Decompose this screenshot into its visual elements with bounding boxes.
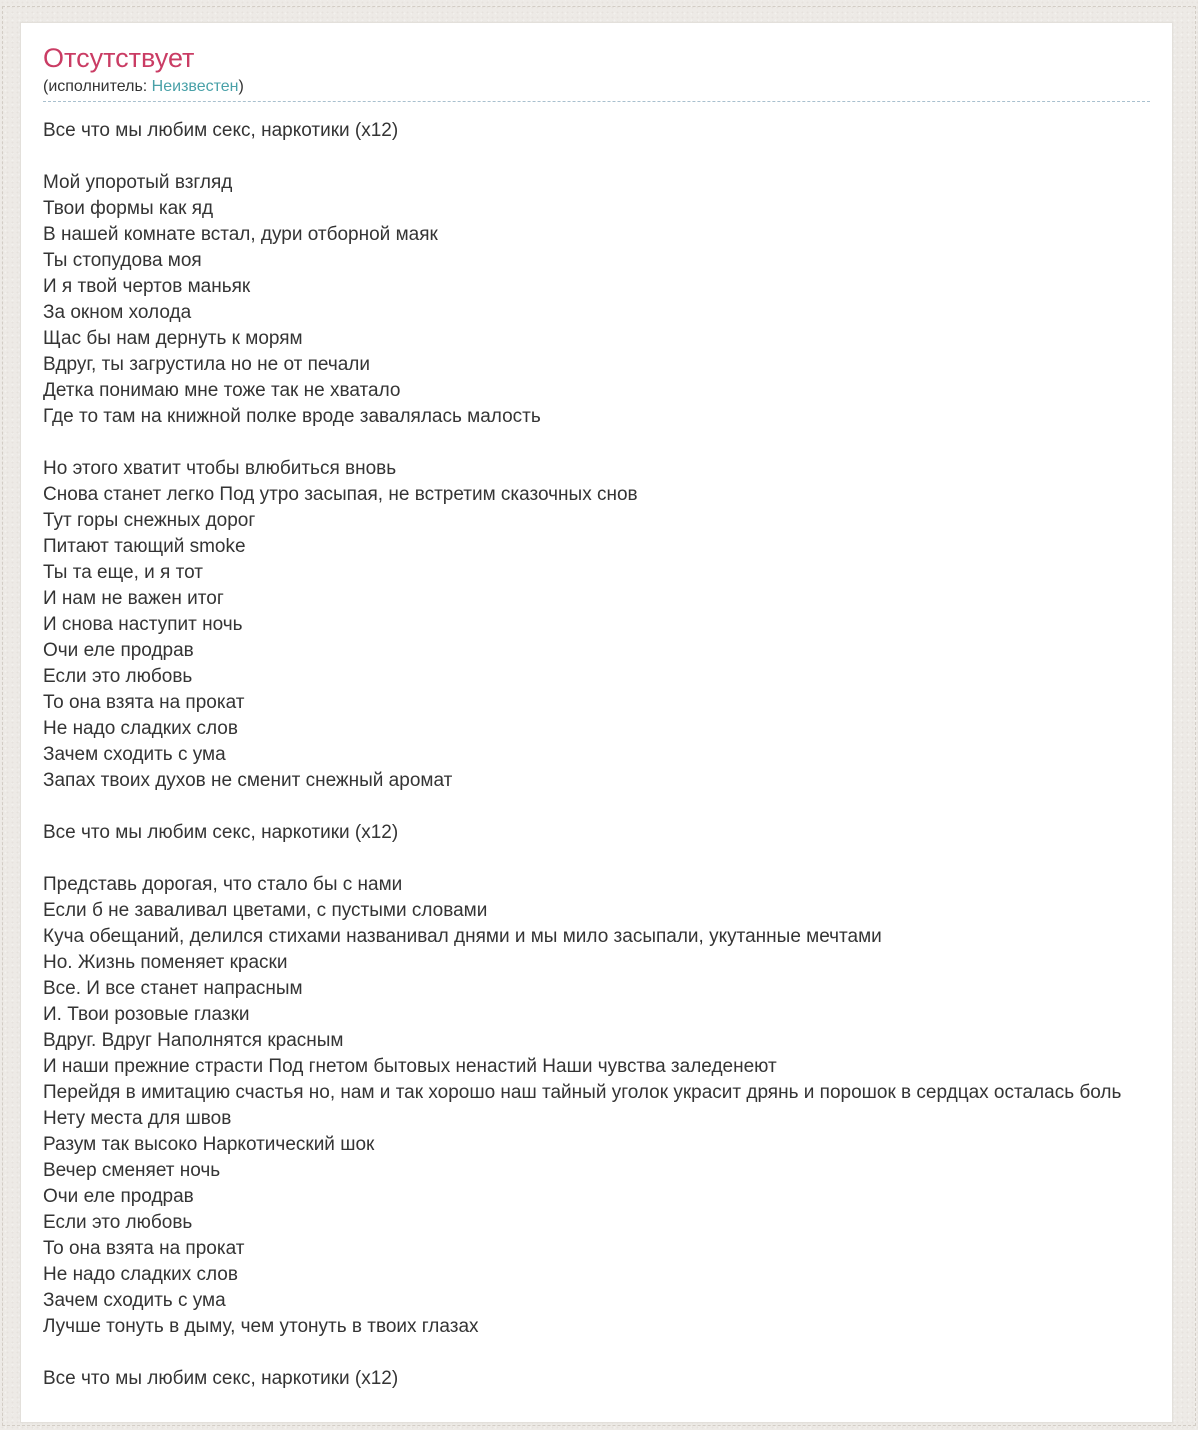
header-separator xyxy=(43,101,1150,102)
lyric-line: Если б не заваливал цветами, с пустыми словами xyxy=(43,900,488,921)
lyric-line: Запах твоих духов не сменит снежный аромат xyxy=(43,770,453,791)
lyric-line: Снова станет легко Под утро засыпая, не встретим сказочных снов xyxy=(43,484,638,505)
lyric-line: Ты стопудова моя xyxy=(43,250,202,271)
lyric-line: Щас бы нам дернуть к морям xyxy=(43,328,303,349)
lyric-line: То она взята на прокат xyxy=(43,1238,245,1259)
lyric-stanza xyxy=(43,118,1150,144)
lyric-line: Твои формы как яд xyxy=(43,198,214,219)
lyric-stanza xyxy=(43,820,1150,846)
lyrics-card xyxy=(20,22,1173,1423)
lyric-line: И. Твои розовые глазки xyxy=(43,1004,250,1025)
lyric-line: И нам не важен итог xyxy=(43,588,224,609)
lyric-line: Все. И все станет напрасным xyxy=(43,978,303,999)
lyric-line: Лучше тонуть в дыму, чем утонуть в твоих глазах xyxy=(43,1316,479,1337)
lyric-line: Разум так высоко Наркотический шок xyxy=(43,1134,375,1155)
lyric-line: Куча обещаний, делился стихами названивал днями и мы мило засыпали, укутанные мечтами xyxy=(43,926,882,947)
lyric-line: В нашей комнате встал, дури отборной маяк xyxy=(43,224,438,245)
lyric-line: Ты та еще, и я тот xyxy=(43,562,203,583)
artist-label: (исполнитель: xyxy=(43,78,152,95)
lyric-line: Если это любовь xyxy=(43,1212,193,1233)
lyric-line: Не надо сладких слов xyxy=(43,1264,238,1285)
song-title: Отсутствует xyxy=(43,43,195,73)
lyric-line: Зачем сходить с ума xyxy=(43,1290,226,1311)
lyric-line: Если это любовь xyxy=(43,666,193,687)
lyric-line: Но. Жизнь поменяет краски xyxy=(43,952,288,973)
lyric-line: Очи еле продрав xyxy=(43,1186,194,1207)
lyric-line: Перейдя в имитацию счастья но, нам и так хорошо наш тайный уголок украсит дрянь и порошок в сердцах осталась боль xyxy=(43,1082,1122,1103)
lyric-stanza xyxy=(43,456,1150,794)
lyric-line: И я твой чертов маньяк xyxy=(43,276,251,297)
artist-suffix: ) xyxy=(238,78,244,95)
lyrics-text xyxy=(43,118,1150,1392)
lyric-line: Но этого хватит чтобы влюбиться вновь xyxy=(43,458,397,479)
lyric-line: И снова наступит ночь xyxy=(43,614,243,635)
artist-line xyxy=(43,76,1150,97)
lyric-line: Нету места для швов xyxy=(43,1108,232,1129)
artist-link[interactable]: Неизвестен xyxy=(151,78,239,95)
lyric-line: То она взята на прокат xyxy=(43,692,245,713)
lyric-line: Не надо сладких слов xyxy=(43,718,238,739)
lyric-line: Мой упоротый взгляд xyxy=(43,172,233,193)
lyric-line: Все что мы любим секс, наркотики (х12) xyxy=(43,822,399,843)
lyric-line: Зачем сходить с ума xyxy=(43,744,226,765)
lyric-stanza xyxy=(43,170,1150,430)
lyric-line: Детка понимаю мне тоже так не хватало xyxy=(43,380,401,401)
lyric-line: Все что мы любим секс, наркотики (х12) xyxy=(43,1368,399,1389)
lyric-line: Все что мы любим секс, наркотики (х12) xyxy=(43,120,399,141)
lyric-line: За окном холода xyxy=(43,302,192,323)
lyric-line: Тут горы снежных дорог xyxy=(43,510,256,531)
lyric-line: Очи еле продрав xyxy=(43,640,194,661)
lyric-stanza xyxy=(43,1366,1150,1392)
lyric-line: Где то там на книжной полке вроде завалялась малость xyxy=(43,406,541,427)
lyric-line: Вдруг. Вдруг Наполнятся красным xyxy=(43,1030,344,1051)
lyric-line: И наши прежние страсти Под гнетом бытовых ненастий Наши чувства заледенеют xyxy=(43,1056,777,1077)
lyric-stanza xyxy=(43,872,1150,1340)
lyric-line: Питают тающий smoke xyxy=(43,536,246,557)
lyric-line: Представь дорогая, что стало бы с нами xyxy=(43,874,403,895)
lyric-line: Вдруг, ты загрустила но не от печали xyxy=(43,354,370,375)
lyric-line: Вечер сменяет ночь xyxy=(43,1160,221,1181)
